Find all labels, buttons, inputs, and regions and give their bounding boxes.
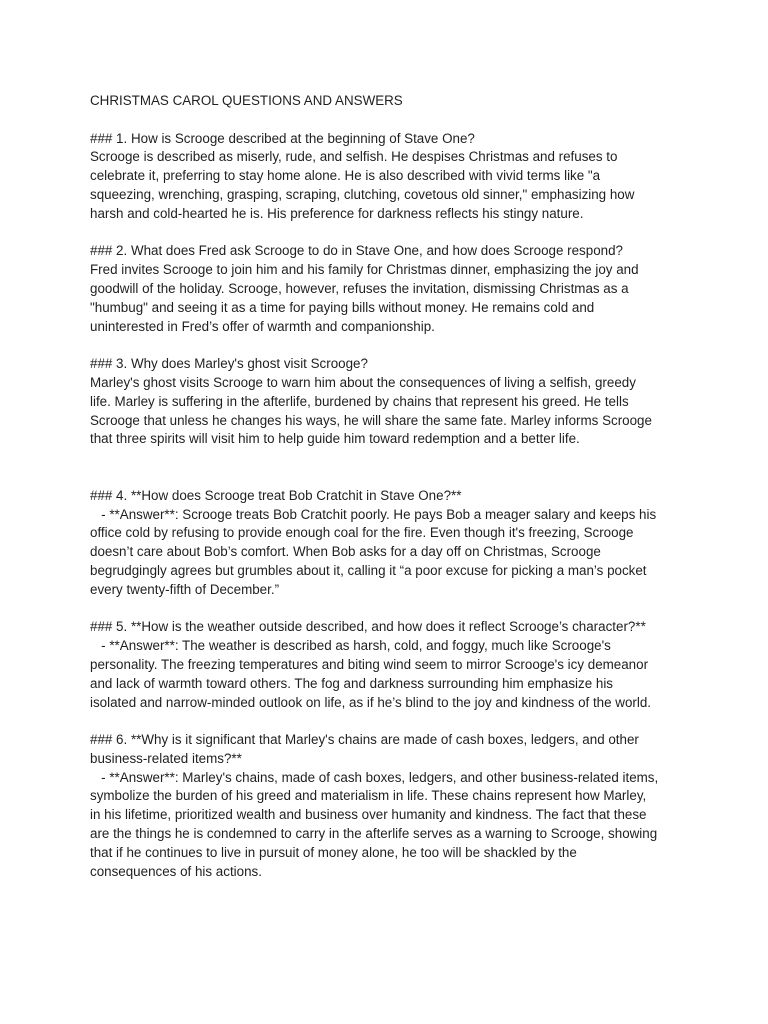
answer-line: life. Marley is suffering in the afterlife, burdened by chains that represent his greed. He tells xyxy=(90,393,629,409)
answer-line: Scrooge that unless he changes his ways, he will share the same fate. Marley informs Scrooge xyxy=(90,412,652,428)
answer-line: that if he continues to live in pursuit of money alone, he too will be shackled by the xyxy=(90,844,577,860)
question-1-heading: ### 1. How is Scrooge described at the beginning of Stave One? xyxy=(90,130,475,146)
answer-line: harsh and cold-hearted he is. His preference for darkness reflects his stingy nature. xyxy=(90,205,584,221)
qa-section-5 xyxy=(90,618,690,712)
answer-line: symbolize the burden of his greed and materialism in life. These chains represent how Marley, xyxy=(90,788,647,804)
question-3-heading: ### 3. Why does Marley's ghost visit Scrooge? xyxy=(90,356,368,372)
qa-section-1 xyxy=(90,130,690,224)
answer-line: in his lifetime, prioritized wealth and business over humanity and kindness. The fact that these xyxy=(90,807,647,823)
answer-line: squeezing, wrenching, grasping, scraping, clutching, covetous old sinner," emphasizing how xyxy=(90,186,635,202)
answer-line: personality. The freezing temperatures and biting wind seem to mirror Scrooge's icy demeanor xyxy=(90,656,649,672)
answer-line: - **Answer**: Marley's chains, made of cash boxes, ledgers, and other business-related items, xyxy=(90,769,659,785)
answer-line: begrudgingly agrees but grumbles about it, calling it “a poor excuse for picking a man’s pocket xyxy=(90,562,647,578)
answer-line: office cold by refusing to provide enough coal for the fire. Even though it's freezing, Scrooge xyxy=(90,525,634,541)
document-page xyxy=(90,92,690,881)
answer-line: Scrooge is described as miserly, rude, and selfish. He despises Christmas and refuses to xyxy=(90,149,618,165)
answer-line: doesn’t care about Bob’s comfort. When Bob asks for a day off on Christmas, Scrooge xyxy=(90,544,601,560)
qa-section-2 xyxy=(90,242,690,336)
qa-section-3 xyxy=(90,355,690,449)
qa-section-4 xyxy=(90,487,690,600)
document-title: CHRISTMAS CAROL QUESTIONS AND ANSWERS xyxy=(90,93,403,108)
answer-line: isolated and narrow-minded outlook on life, as if he’s blind to the joy and kindness of the world. xyxy=(90,694,652,710)
answer-line: - **Answer**: The weather is described as harsh, cold, and foggy, much like Scrooge's xyxy=(90,638,611,654)
answer-line: "humbug" and seeing it as a time for paying bills without money. He remains cold and xyxy=(90,299,595,315)
answer-line: consequences of his actions. xyxy=(90,863,262,879)
answer-line: celebrate it, preferring to stay home alone. He is also described with vivid terms like "a xyxy=(90,168,601,184)
question-2-heading: ### 2. What does Fred ask Scrooge to do in Stave One, and how does Scrooge respond? xyxy=(90,243,623,259)
answer-line: are the things he is condemned to carry in the afterlife serves as a warning to Scrooge, showing xyxy=(90,826,658,842)
answer-line: - **Answer**: Scrooge treats Bob Cratchit poorly. He pays Bob a meager salary and keeps his xyxy=(90,506,657,522)
question-5-heading: ### 5. **How is the weather outside described, and how does it reflect Scrooge’s character?** xyxy=(90,619,646,635)
qa-section-6 xyxy=(90,731,690,881)
answer-line: Marley's ghost visits Scrooge to warn him about the consequences of living a selfish, greedy xyxy=(90,374,636,390)
answer-line: and lack of warmth toward others. The fog and darkness surrounding him emphasize his xyxy=(90,675,614,691)
answer-line: that three spirits will visit him to help guide him toward redemption and a better life. xyxy=(90,431,580,447)
question-6-heading: ### 6. **Why is it significant that Marley's chains are made of cash boxes, ledgers, and other xyxy=(90,732,639,748)
answer-line: uninterested in Fred’s offer of warmth and companionship. xyxy=(90,318,435,334)
answer-line: every twenty-fifth of December.” xyxy=(90,581,280,597)
answer-line: goodwill of the holiday. Scrooge, however, refuses the invitation, dismissing Christmas as a xyxy=(90,280,629,296)
question-4-heading: ### 4. **How does Scrooge treat Bob Cratchit in Stave One?** xyxy=(90,487,462,503)
answer-line: Fred invites Scrooge to join him and his family for Christmas dinner, emphasizing the joy and xyxy=(90,262,639,278)
question-6-heading-cont: business-related items?** xyxy=(90,750,242,766)
